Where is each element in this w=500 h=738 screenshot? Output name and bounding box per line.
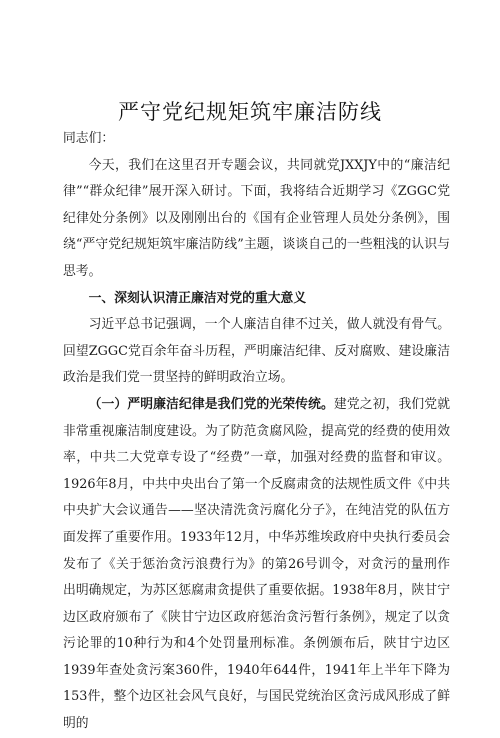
subsection-body-1: 建党之初，我们党就非常重视廉洁制度建设。为了防范贪腐风险，提高党的经费的使用效率，中共二大党章专设了“经费”一章，加强对经费的监督和审议。1926年8月，中共中央出台了第一个反腐肃贪的法规性质文件《中共中央扩大会议通告——坚决清洗贪污腐化分子》，在纯洁党的队伍方面发挥了重要作用。1933年12月，中华苏维埃政府中央执行委员会发布了《关于惩治贪污浪费行为》的第26号训令，对贪污的量刑作出明确规定，为苏区惩腐肃贪提供了重要依据。1938年8月，陕甘宁边区政府颁布了《陕甘宁边区政府惩治贪污暂行条例》，规定了以贪污论罪的10种行为和4个处罚量刑标准。条例颁布后，陕甘宁边区1939年查处贪污案360件，1940年644件，1941年上半年下降为153件，整个边区社会风气良好，与国民党统治区贪污成风形成了鲜明的 [63, 396, 451, 732]
salutation: 同志们： [63, 131, 115, 146]
paragraph-intro: 今天，我们在这里召开专题会议，共同就党JXXJY中的“廉洁纪律”“群众纪律”展开深入研讨。下面，我将结合近期学习《ZGGC党纪律处分条例》以及刚刚出台的《国有企业管理人员处分条例》，围绕“严守党纪规矩筑牢廉洁防线”主题，谈谈自己的一些粗浅的认识与思考。 [63, 157, 450, 279]
paragraph-subsection-1 [63, 392, 450, 738]
document-title: 严守党纪规矩筑牢廉洁防线 [118, 100, 382, 124]
document-body [63, 126, 450, 738]
paragraph-section-1: 习近平总书记强调，一个人廉洁自律不过关，做人就没有骨气。回望ZGGC党百余年奋斗历程，严明廉洁纪律、反对腐败、建设廉洁政治是我们党一贯坚持的鲜明政治立场。 [63, 317, 450, 386]
section-heading-1: 一、深刻认识清正廉洁对党的重大意义 [88, 290, 307, 306]
subsection-heading-1: （一）严明廉洁纪律是我们党的光荣传统。 [88, 396, 334, 412]
